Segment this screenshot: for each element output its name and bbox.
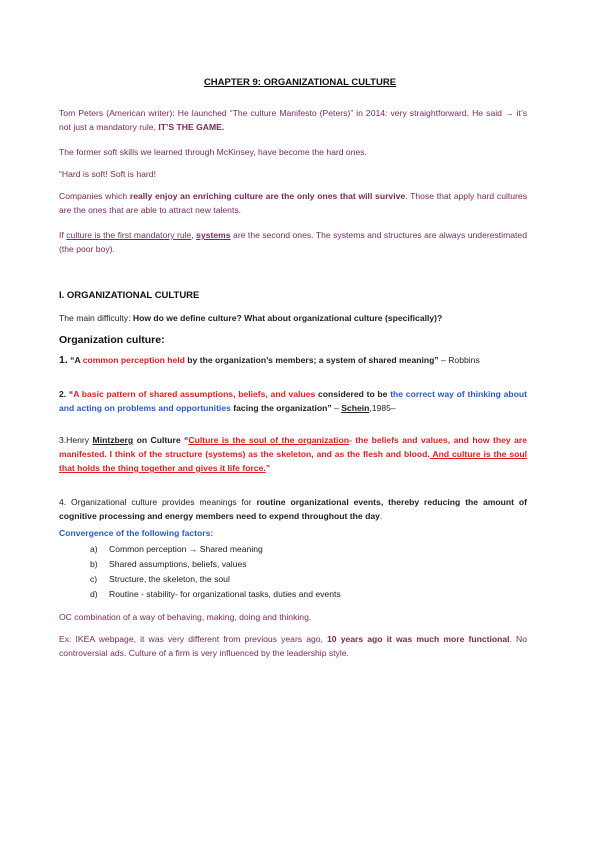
intro-p5-culture-link: culture is the first mandatory rule xyxy=(66,230,192,240)
list-item-text: Structure, the skeleton, the soul xyxy=(109,574,230,584)
definition-1-highlight: common perception held xyxy=(82,355,185,365)
definition-4-text-a: 4. Organizational culture provides meanings for xyxy=(59,497,257,507)
ikea-example xyxy=(59,632,527,660)
intro-paragraph-4 xyxy=(59,189,527,217)
definition-2-text-c: considered to be xyxy=(315,389,391,399)
intro-p5-systems: systems xyxy=(196,230,231,240)
list-item-text: Shared assumptions, beliefs, values xyxy=(109,559,247,569)
definition-1 xyxy=(59,353,527,367)
intro-p4-text-c: . Those that apply hard cultures are the ones that are able to attract new talents. xyxy=(59,191,527,215)
intro-paragraph-5 xyxy=(59,228,527,256)
definition-1-number: 1. xyxy=(59,354,68,366)
ikea-emphasis: 10 years ago it was much more functional xyxy=(327,634,510,644)
ikea-text-a: Ex: IKEA webpage, it was very different from previous years ago, xyxy=(59,634,328,644)
list-item xyxy=(90,542,341,557)
definition-2-text-a: 2. “ xyxy=(59,389,74,399)
definition-3-author: Mintzberg xyxy=(92,435,134,445)
difficulty-label: The main difficulty: xyxy=(59,313,133,323)
definition-4 xyxy=(59,495,527,523)
intro-p5-text-a: If xyxy=(59,230,67,240)
intro-paragraph-1 xyxy=(59,106,527,134)
definition-4-period: . xyxy=(379,511,383,521)
subheading-organization-culture: Organization culture: xyxy=(59,334,165,346)
definition-1-text-c: by the organization’s members; a system of shared meaning” xyxy=(184,355,439,365)
list-marker: d) xyxy=(90,589,98,599)
definition-1-text-a: “A xyxy=(67,355,83,365)
definition-2-dash: – xyxy=(331,403,342,413)
list-marker: c) xyxy=(90,574,98,584)
definition-2-highlight: A basic pattern of shared assumptions, beliefs, and values xyxy=(73,389,316,399)
difficulty-question: How do we define culture? What about organizational culture (specifically)? xyxy=(132,313,443,323)
section-heading: I. ORGANIZATIONAL CULTURE xyxy=(59,290,200,301)
definition-2 xyxy=(59,387,527,415)
definition-1-author: – Robbins xyxy=(438,355,480,365)
intro-p5-text-e: are the second ones. The systems and structures are always underestimated (the poor boy). xyxy=(59,230,527,254)
intro-p1-text: Tom Peters (American writer): He launched “The culture Manifesto (Peters)” in 2014: very straightforward. He said → it’s not just a mandatory rule, xyxy=(59,108,527,132)
page-title: CHAPTER 9: ORGANIZATIONAL CULTURE xyxy=(203,77,397,88)
list-item xyxy=(90,557,341,572)
convergence-heading: Convergence of the following factors: xyxy=(59,528,214,538)
intro-paragraph-3: “Hard is soft! Soft is hard! xyxy=(59,169,156,179)
main-difficulty xyxy=(59,311,527,325)
definition-3-text-c: on Culture “ xyxy=(133,435,189,445)
intro-paragraph-2: The former soft skills we learned through McKinsey, have become the hard ones. xyxy=(59,147,367,157)
list-marker: a) xyxy=(90,544,98,554)
list-item xyxy=(90,587,341,602)
definition-3-text-a: 3.Henry xyxy=(59,435,93,445)
definition-2-text-e: facing the organization” xyxy=(230,403,332,413)
definition-3-life-force: And culture is the soul that holds the thing together and gives it life force. xyxy=(59,449,527,473)
ikea-text-c: . No controversial ads. Culture of a firm is very influenced by the leadership style. xyxy=(59,634,528,658)
factors-list xyxy=(90,542,341,602)
oc-text: combination of a way of behaving, making, doing and thinking. xyxy=(71,612,312,622)
intro-p5-text-c: , xyxy=(191,230,197,240)
list-item-text: Routine - stability- for organizational tasks, duties and events xyxy=(109,589,341,599)
definition-3-soul: Culture is the soul of the organization xyxy=(188,435,349,445)
list-item xyxy=(90,572,341,587)
oc-summary xyxy=(59,610,527,624)
intro-p1-emphasis: IT’S THE GAME. xyxy=(158,122,225,132)
definition-3 xyxy=(59,433,527,475)
list-item-text: Common perception → Shared meaning xyxy=(109,544,263,554)
intro-p4-emphasis: really enjoy an enriching culture are the only ones that will survive xyxy=(129,191,406,201)
list-marker: b) xyxy=(90,559,98,569)
definition-2-author: Schein xyxy=(341,403,370,413)
intro-p4-text-a: Companies which xyxy=(59,191,130,201)
definition-3-close-quote: ” xyxy=(265,463,271,473)
definition-2-blue-highlight: the correct way of thinking about and acting on problems and opportunities xyxy=(59,389,527,413)
oc-label: OC xyxy=(59,612,72,622)
definition-2-year: ,1985– xyxy=(369,403,396,413)
definition-3-body: - the beliefs and values, and how they are manifested. I think of the structure (systems) as the skeleton, and as the flesh and blood. xyxy=(59,435,527,459)
definition-4-emphasis: routine organizational events, thereby reducing the amount of cognitive processing and energy members need to expend throughout the day xyxy=(59,497,527,521)
